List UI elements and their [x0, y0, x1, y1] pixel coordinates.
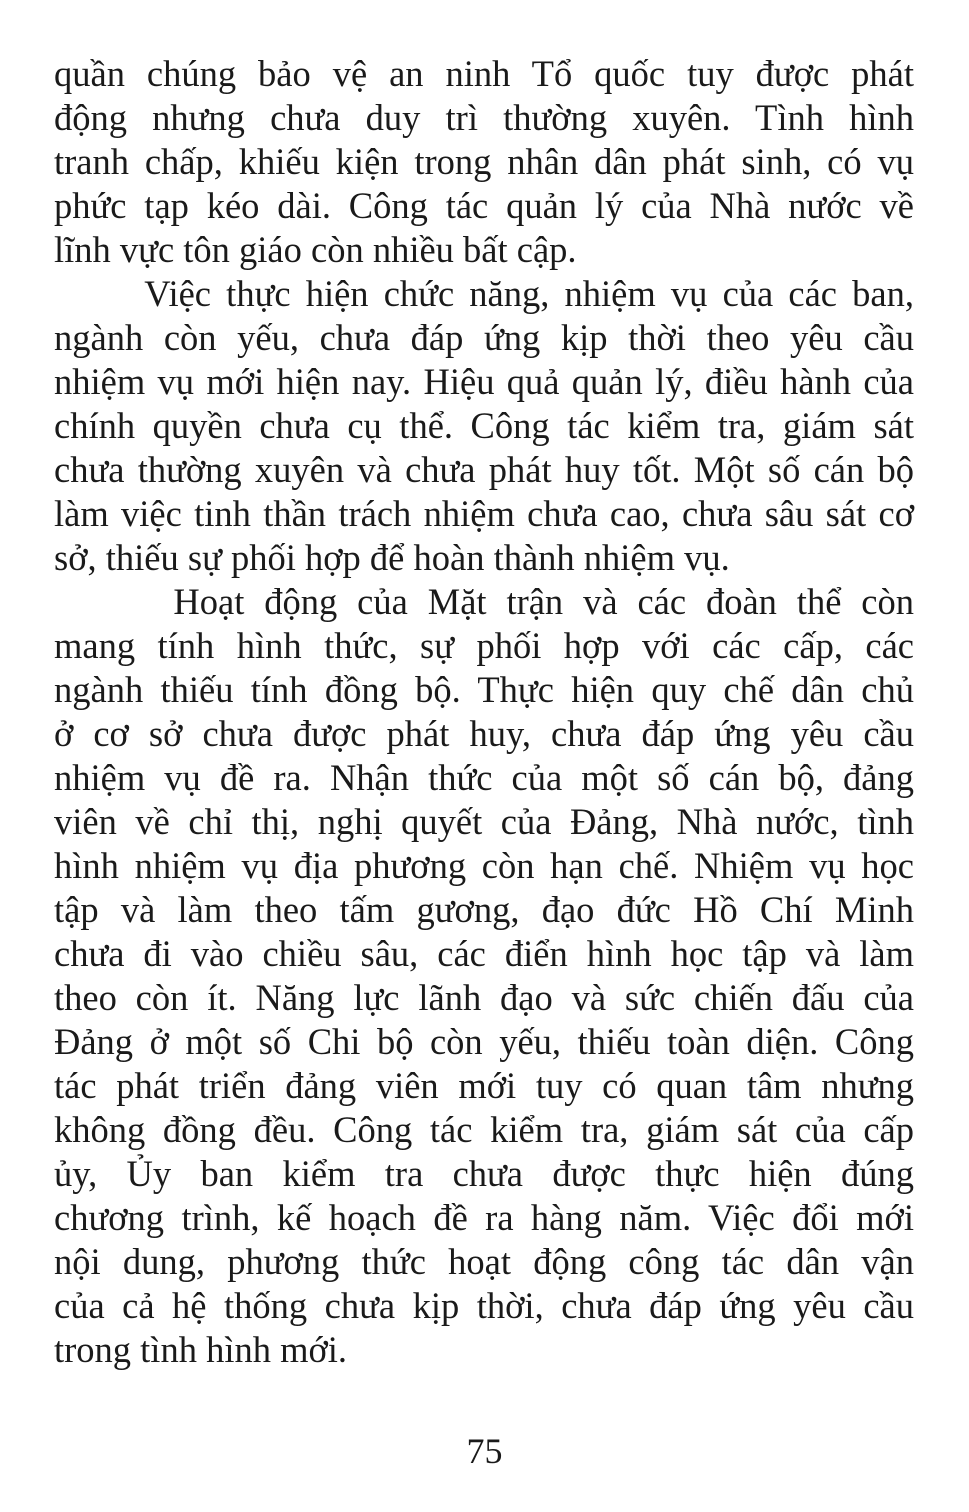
text-line: chương trình, kế hoạch đề ra hàng năm. Việc đổi mới — [54, 1197, 914, 1238]
text-line: trong tình hình mới. — [54, 1329, 348, 1370]
text-line: lĩnh vực tôn giáo còn nhiều bất cập. — [54, 229, 577, 270]
paragraph-3 — [54, 580, 914, 1372]
text-line: ủy, Ủy ban kiểm tra chưa được thực hiện đúng — [54, 1153, 914, 1194]
text-line: động nhưng chưa duy trì thường xuyên. Tình hình — [54, 97, 914, 138]
text-line: viên về chỉ thị, nghị quyết của Đảng, Nhà nước, tình — [54, 801, 914, 842]
text-line: nhiệm vụ đề ra. Nhận thức của một số cán bộ, đảng — [54, 757, 914, 798]
text-line: phức tạp kéo dài. Công tác quản lý của Nhà nước về — [54, 185, 914, 226]
text-line: mang tính hình thức, sự phối hợp với các cấp, các — [54, 625, 914, 666]
text-line: không đồng đều. Công tác kiểm tra, giám sát của cấp — [54, 1109, 914, 1150]
paragraph-2 — [54, 272, 914, 580]
text-line: nhiệm vụ mới hiện nay. Hiệu quả quản lý, điều hành của — [54, 361, 914, 402]
text-line: tập và làm theo tấm gương, đạo đức Hồ Chí Minh — [54, 889, 914, 930]
page-number: 75 — [466, 1431, 503, 1471]
text-line: tranh chấp, khiếu kiện trong nhân dân phát sinh, có vụ — [54, 141, 914, 182]
text-line: tác phát triển đảng viên mới tuy có quan tâm nhưng — [54, 1065, 914, 1106]
text-line: của cả hệ thống chưa kịp thời, chưa đáp ứng yêu cầu — [54, 1285, 914, 1326]
text-line: hình nhiệm vụ địa phương còn hạn chế. Nhiệm vụ học — [54, 845, 914, 886]
text-line: chính quyền chưa cụ thể. Công tác kiểm tra, giám sát — [54, 405, 914, 446]
text-line: Đảng ở một số Chi bộ còn yếu, thiếu toàn diện. Công — [54, 1021, 914, 1062]
text-line: chưa đi vào chiều sâu, các điển hình học tập và làm — [54, 933, 914, 974]
body-text — [54, 52, 914, 1372]
text-line: Hoạt động của Mặt trận và các đoàn thể còn — [54, 581, 914, 622]
text-line: sở, thiếu sự phối hợp để hoàn thành nhiệm vụ. — [54, 537, 730, 578]
text-line: ngành còn yếu, chưa đáp ứng kịp thời theo yêu cầu — [54, 317, 914, 358]
text-line: Việc thực hiện chức năng, nhiệm vụ của các ban, — [54, 273, 914, 314]
text-line: chưa thường xuyên và chưa phát huy tốt. Một số cán bộ — [54, 449, 914, 490]
paragraph-1 — [54, 52, 914, 272]
text-line: theo còn ít. Năng lực lãnh đạo và sức chiến đấu của — [54, 977, 914, 1018]
text-line: ngành thiếu tính đồng bộ. Thực hiện quy chế dân chủ — [54, 669, 914, 710]
text-line: nội dung, phương thức hoạt động công tác dân vận — [54, 1241, 914, 1282]
text-line: ở cơ sở chưa được phát huy, chưa đáp ứng yêu cầu — [54, 713, 914, 754]
text-line: quần chúng bảo vệ an ninh Tổ quốc tuy được phát — [54, 53, 914, 94]
text-line: làm việc tinh thần trách nhiệm chưa cao, chưa sâu sát cơ — [54, 493, 914, 534]
